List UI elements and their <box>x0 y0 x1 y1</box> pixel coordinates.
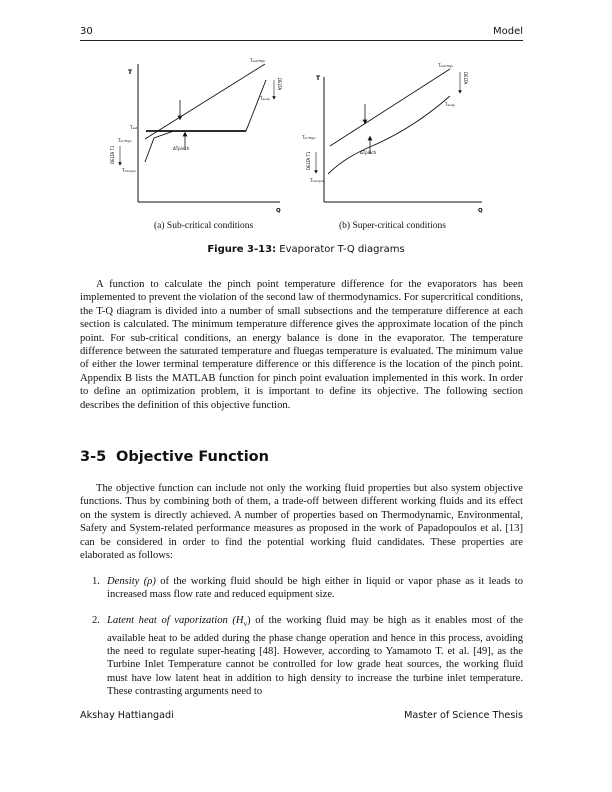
sub-caption-a: (a) Sub-critical conditions <box>154 221 254 231</box>
sub-caption-b: (b) Super-critical conditions <box>339 221 446 231</box>
footer-author: Akshay Hattiangadi <box>80 710 174 721</box>
figure-caption-label: Figure 3-13: <box>207 244 277 255</box>
left-wf-in-label: Tin/Tfg/o <box>118 138 132 143</box>
paragraph-pinch-point-text: A function to calculate the pinch point temperature difference for the evaporators has been implemented to prevent the violation of the second law of thermodynamics. For supercritical conditions, the T-Q diagram is divided into a number of small subsections and the temperature difference at each section is calculated. The minimum temperature difference gives the approximate location of the pinch point. For sub-critical conditions, an energy balance is done in the evaporator. The temperature difference between the saturated temperature and fluegas temperature is evaluated. The minimum value of either the lower terminal temperature difference or this difference is the location of the pinch point. Appendix B lists the MATLAB function for pinch point evaluation implemented in this work. In order to define an optimization problem, it is important to define its objective. The following section describes the definition of this objective function. <box>80 279 523 411</box>
list-item-number: 1. <box>92 576 100 587</box>
list-item-number: 2. <box>92 615 100 626</box>
list-item-term: Density <box>107 576 140 587</box>
right-min-label: Tmin/pin <box>310 178 324 183</box>
list-item-symbol-sub: v <box>243 620 248 629</box>
supercritical-diagram <box>301 63 483 214</box>
page-header <box>80 26 523 40</box>
left-top-label: Tout/Tfg/i <box>250 58 266 63</box>
list-item-symbol: (ρ) <box>143 576 156 587</box>
list-item-symbol: (H <box>232 615 244 626</box>
left-y-axis-label: T <box>128 69 133 76</box>
page-footer <box>80 710 523 724</box>
page-number: 30 <box>80 26 93 37</box>
list-item <box>92 575 523 602</box>
right-in-label: Tin/Tfg/o <box>302 135 316 140</box>
list-item-body <box>107 614 523 699</box>
right-fluegas-line <box>330 69 450 146</box>
header-rule <box>80 40 523 41</box>
paragraph-objective-function <box>80 482 523 562</box>
left-working-fluid-line <box>145 80 266 162</box>
right-top-label: Tout/Tfg/i <box>438 63 454 68</box>
list-item-body <box>107 575 523 602</box>
left-delta-h-label: DELTA <box>277 78 282 91</box>
list-item-text: of the working fluid may be high as it enables most of the available heat to be added during the phase change operation and hence in this process, avoiding the need to regulate super-heating [48]. However, according to Yamamoto T. et al. [49], as the Turbine Inlet Temperature cannot be controlled for low grade heat sources, the working fluid must have low latent heat in addition to high density to increase the turbine inlet temperature. These contrasting arguments need to <box>107 615 524 698</box>
figure-caption <box>0 244 612 255</box>
chapter-title: Model <box>492 26 523 37</box>
right-y-axis-label: T <box>316 75 321 82</box>
list-item <box>92 614 523 699</box>
left-sat-label: Tsat <box>130 125 138 130</box>
figure-caption-text: Evaporator T-Q diagrams <box>279 244 405 255</box>
section-title: Objective Function <box>116 449 269 465</box>
footer-thesis-title: Master of Science Thesis <box>404 710 523 721</box>
right-x-axis-label: Q <box>478 208 483 214</box>
right-delta-h-label: DELTA <box>463 72 468 85</box>
left-min-label: Tmin/pin <box>122 168 136 173</box>
left-evap-label: Tevap <box>260 96 270 101</box>
left-delta-t-label: DELTA T1 <box>110 145 115 164</box>
section-number: 3-5 <box>80 449 107 465</box>
right-delta-t-label: DELTA T1 <box>306 151 311 170</box>
paragraph-objective-function-text: The objective function can include not only the working fluid properties but also system objective functions. Thus by combining both of them, a trade-off between different working fluids and its effect on the system is directly achieved. A number of properties based on Thermodynamic, Environmental, Safety and System-related performance measures as proposed in the work of Papadopoulos et al. [13] can be considered in order to find the potential working fluid candidates. These properties are elaborated as follows: <box>80 483 523 562</box>
figure-evaporator-tq <box>110 52 500 242</box>
right-evap-label: Tevap <box>445 102 455 107</box>
list-item-term: Latent heat of vaporization <box>107 615 228 626</box>
left-x-axis-label: Q <box>276 208 281 214</box>
section-heading <box>80 449 269 465</box>
list-item-text: of the working fluid should be high either in liquid or vapor phase as it leads to increased mass flow rate and reduced equipment size. <box>107 576 523 601</box>
list-item-symbol-end: ) <box>247 615 251 626</box>
subcritical-diagram <box>110 58 282 214</box>
left-pinch-label: ΔTpinch <box>173 146 190 151</box>
tq-diagrams <box>110 52 500 222</box>
right-pinch-label: ΔTpinch <box>360 150 377 155</box>
paragraph-pinch-point <box>80 278 523 412</box>
